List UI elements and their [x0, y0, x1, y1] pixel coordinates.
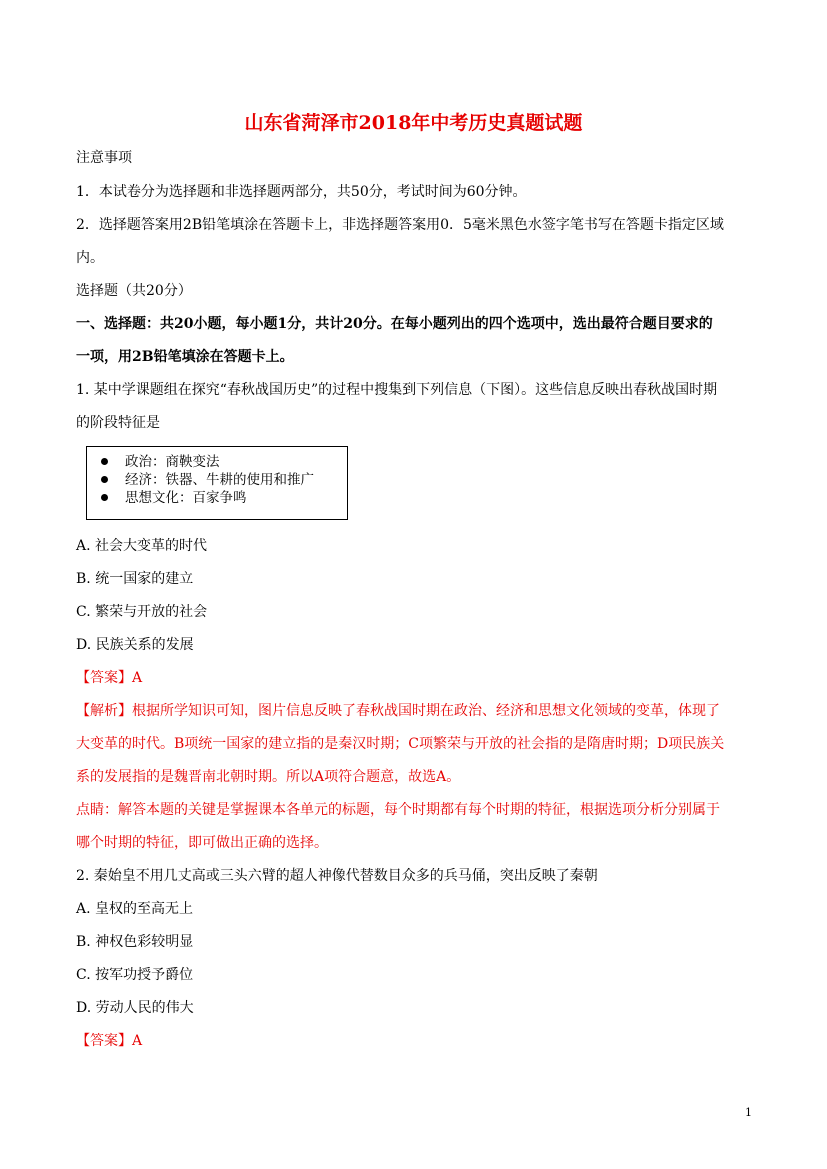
section-label: 选择题（共20分）	[76, 283, 192, 299]
q1-option-a: A. 社会大变革的时代	[76, 538, 208, 554]
bullet-icon	[101, 494, 108, 501]
q2-option-a: A. 皇权的至高无上	[76, 901, 194, 917]
notice-item-1: 1．本试卷分为选择题和非选择题两部分，共50分，考试时间为60分钟。	[76, 184, 527, 200]
info-box-item-text: 经济：铁器、牛耕的使用和推广	[125, 472, 314, 488]
q1-option-d: D. 民族关系的发展	[76, 637, 194, 653]
q2-option-c: C. 按军功授予爵位	[76, 967, 194, 983]
q2-answer: 【答案】A	[76, 1033, 143, 1049]
q1-analysis-line-2: 大变革的时代。B项统一国家的建立指的是秦汉时期；C项繁荣与开放的社会指的是隋唐时期；D项民族关	[76, 736, 725, 752]
q1-tip-line-2: 哪个时期的特征，即可做出正确的选择。	[76, 835, 328, 851]
info-box-item	[87, 489, 347, 507]
q1-stem-line-2: 的阶段特征是	[76, 415, 160, 431]
q1-option-b: B. 统一国家的建立	[76, 571, 194, 587]
notice-item-2-line-1: 2．选择题答案用2B铅笔填涂在答题卡上，非选择题答案用0．5毫米黑色水签字笔书写在答题卡指定区域	[76, 217, 724, 233]
notice-item-2-line-2: 内。	[76, 250, 104, 266]
q1-stem-line-1: 1. 某中学课题组在探究“春秋战国历史”的过程中搜集到下列信息（下图）。这些信息反映出春秋战国时期	[76, 382, 718, 398]
q1-option-c: C. 繁荣与开放的社会	[76, 604, 208, 620]
page-number: 1	[745, 1106, 752, 1119]
q1-answer: 【答案】A	[76, 670, 143, 686]
q2-stem: 2. 秦始皇不用几丈高或三头六臂的超人神像代替数目众多的兵马俑，突出反映了秦朝	[76, 868, 598, 884]
notice-heading: 注意事项	[76, 150, 132, 166]
section-instruction-line-2: 一项，用2B铅笔填涂在答题卡上。	[76, 349, 294, 365]
q2-option-b: B. 神权色彩较明显	[76, 934, 194, 950]
q1-analysis-line-3: 系的发展指的是魏晋南北朝时期。所以A项符合题意，故选A。	[76, 769, 461, 785]
section-instruction-line-1: 一、选择题：共20小题，每小题1分，共计20分。在每小题列出的四个选项中，选出最符合题目要求的	[76, 316, 713, 332]
bullet-icon	[101, 476, 108, 483]
info-box-item	[87, 453, 347, 471]
info-box-item-text: 思想文化：百家争鸣	[125, 490, 247, 506]
q1-analysis-line-1: 【解析】根据所学知识可知，图片信息反映了春秋战国时期在政治、经济和思想文化领域的变革，体现了	[76, 703, 720, 719]
page-title: 山东省菏泽市2018年中考历史真题试题	[244, 112, 583, 134]
q2-option-d: D. 劳动人民的伟大	[76, 1000, 194, 1016]
bullet-icon	[101, 458, 108, 465]
q1-info-box	[86, 446, 348, 520]
q1-tip-line-1: 点睛：解答本题的关键是掌握课本各单元的标题，每个时期都有每个时期的特征，根据选项分析分别属于	[76, 802, 720, 818]
info-box-item-text: 政治：商鞅变法	[125, 454, 220, 470]
info-box-item	[87, 471, 347, 489]
